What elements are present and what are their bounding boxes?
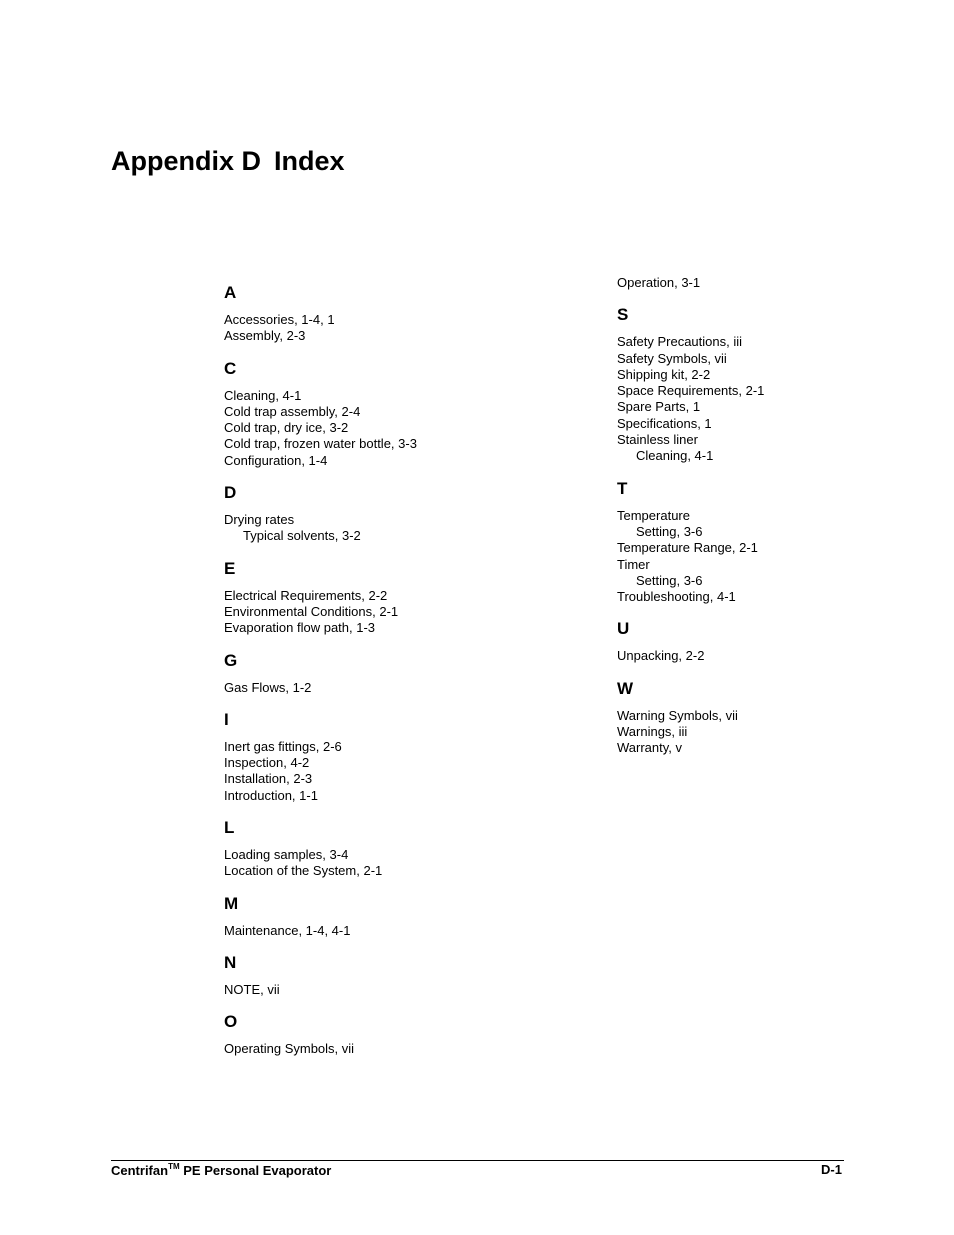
index-entry: Warning Symbols, vii bbox=[617, 707, 738, 723]
index-entry: Gas Flows, 1-2 bbox=[224, 679, 312, 695]
section-letter: E bbox=[224, 558, 236, 578]
index-subentry: Typical solvents, 3-2 bbox=[243, 528, 361, 544]
index-entry: Operation, 3-1 bbox=[617, 275, 701, 290]
trademark-mark: TM bbox=[168, 1162, 180, 1171]
section-letter: I bbox=[224, 709, 229, 729]
index-section bbox=[224, 483, 554, 545]
index-entry: Shipping kit, 2-2 bbox=[617, 366, 711, 382]
index-entry: Inspection, 4-2 bbox=[224, 755, 310, 771]
index-entry: Specifications, 1 bbox=[617, 415, 712, 431]
index-section bbox=[224, 1012, 554, 1057]
page-title bbox=[111, 146, 345, 177]
index-entry: Environmental Conditions, 2-1 bbox=[224, 603, 399, 619]
index-subentry: Setting, 3-6 bbox=[636, 572, 703, 588]
footer-page-number: D-1 bbox=[821, 1162, 842, 1177]
entry-list bbox=[224, 1041, 554, 1057]
section-letter: N bbox=[224, 952, 237, 972]
section-letter: G bbox=[224, 650, 238, 670]
index-section bbox=[224, 559, 554, 637]
entry-list bbox=[617, 648, 947, 664]
entry-list bbox=[617, 334, 947, 464]
index-subentry: Cleaning, 4-1 bbox=[636, 448, 714, 464]
index-entry: Stainless liner bbox=[617, 432, 698, 448]
index-section bbox=[224, 818, 554, 880]
footer-rule bbox=[111, 1160, 844, 1161]
index-entry: Accessories, 1-4, 1 bbox=[224, 312, 335, 327]
section-letter: D bbox=[224, 483, 237, 503]
index-entry: Safety Symbols, vii bbox=[617, 350, 727, 366]
index-section bbox=[224, 359, 554, 469]
index-entry: Inert gas fittings, 2-6 bbox=[224, 738, 342, 754]
entry-list bbox=[224, 388, 554, 469]
section-letter: M bbox=[224, 893, 239, 913]
index-entry: Cleaning, 4-1 bbox=[224, 387, 302, 403]
index-entry: Assembly, 2-3 bbox=[224, 328, 306, 344]
index-entry: Loading samples, 3-4 bbox=[224, 847, 349, 863]
index-entry: Configuration, 1-4 bbox=[224, 452, 328, 468]
index-section bbox=[224, 953, 554, 998]
index-entry: Warnings, iii bbox=[617, 724, 688, 740]
entry-list bbox=[224, 512, 554, 545]
footer-product bbox=[111, 1162, 331, 1178]
index-entry: Cold trap assembly, 2-4 bbox=[224, 403, 361, 419]
entry-list bbox=[224, 982, 554, 998]
index-column-left bbox=[224, 283, 554, 1072]
footer-product-rest: PE Personal Evaporator bbox=[179, 1163, 332, 1178]
index-entry: Evaporation flow path, 1-3 bbox=[224, 620, 376, 636]
entry-list bbox=[224, 847, 554, 880]
section-letter: O bbox=[224, 1012, 238, 1032]
section-letter: T bbox=[617, 478, 628, 498]
entry-list bbox=[224, 312, 554, 345]
index-section bbox=[224, 651, 554, 696]
entry-list bbox=[617, 508, 947, 606]
index-section bbox=[617, 479, 947, 606]
index-entry: Maintenance, 1-4, 4-1 bbox=[224, 922, 351, 938]
index-entry: Space Requirements, 2-1 bbox=[617, 383, 765, 399]
index-entry: Troubleshooting, 4-1 bbox=[617, 589, 736, 605]
index-section bbox=[224, 283, 554, 345]
index-entry: Spare Parts, 1 bbox=[617, 399, 701, 415]
entry-list bbox=[224, 739, 554, 804]
index-entry: Cold trap, frozen water bottle, 3-3 bbox=[224, 436, 417, 452]
section-letter: A bbox=[224, 283, 237, 302]
index-entry: Unpacking, 2-2 bbox=[617, 648, 705, 664]
index-entry: Electrical Requirements, 2-2 bbox=[224, 587, 388, 603]
index-column-right bbox=[617, 275, 947, 771]
index-entry: Introduction, 1-1 bbox=[224, 787, 318, 803]
index-title: Index bbox=[274, 146, 345, 176]
index-section bbox=[617, 619, 947, 664]
section-letter: C bbox=[224, 358, 237, 378]
entry-list bbox=[224, 588, 554, 637]
index-entry: Installation, 2-3 bbox=[224, 771, 313, 787]
index-entry: Warranty, v bbox=[617, 740, 683, 756]
index-entry: Safety Precautions, iii bbox=[617, 334, 743, 350]
index-entry: Timer bbox=[617, 556, 650, 572]
index-section bbox=[617, 305, 947, 464]
footer-product-name: Centrifan bbox=[111, 1163, 169, 1178]
index-entry: Temperature bbox=[617, 507, 690, 523]
index-entry: Cold trap, dry ice, 3-2 bbox=[224, 420, 349, 436]
index-entry: Temperature Range, 2-1 bbox=[617, 540, 758, 556]
index-entry: Operating Symbols, vii bbox=[224, 1041, 355, 1057]
entry-list bbox=[224, 680, 554, 696]
index-section bbox=[617, 679, 947, 757]
section-letter: U bbox=[617, 619, 630, 639]
appendix-label: Appendix D bbox=[111, 146, 262, 176]
index-section bbox=[224, 710, 554, 804]
section-letter: L bbox=[224, 818, 235, 838]
index-section bbox=[224, 894, 554, 939]
index-entry: Drying rates bbox=[224, 512, 295, 528]
entry-list bbox=[224, 923, 554, 939]
index-entry: Location of the System, 2-1 bbox=[224, 863, 383, 879]
entry-list bbox=[617, 708, 947, 757]
section-letter: S bbox=[617, 305, 629, 325]
index-entry: NOTE, vii bbox=[224, 981, 280, 997]
section-letter: W bbox=[617, 678, 634, 698]
index-subentry: Setting, 3-6 bbox=[636, 523, 703, 539]
